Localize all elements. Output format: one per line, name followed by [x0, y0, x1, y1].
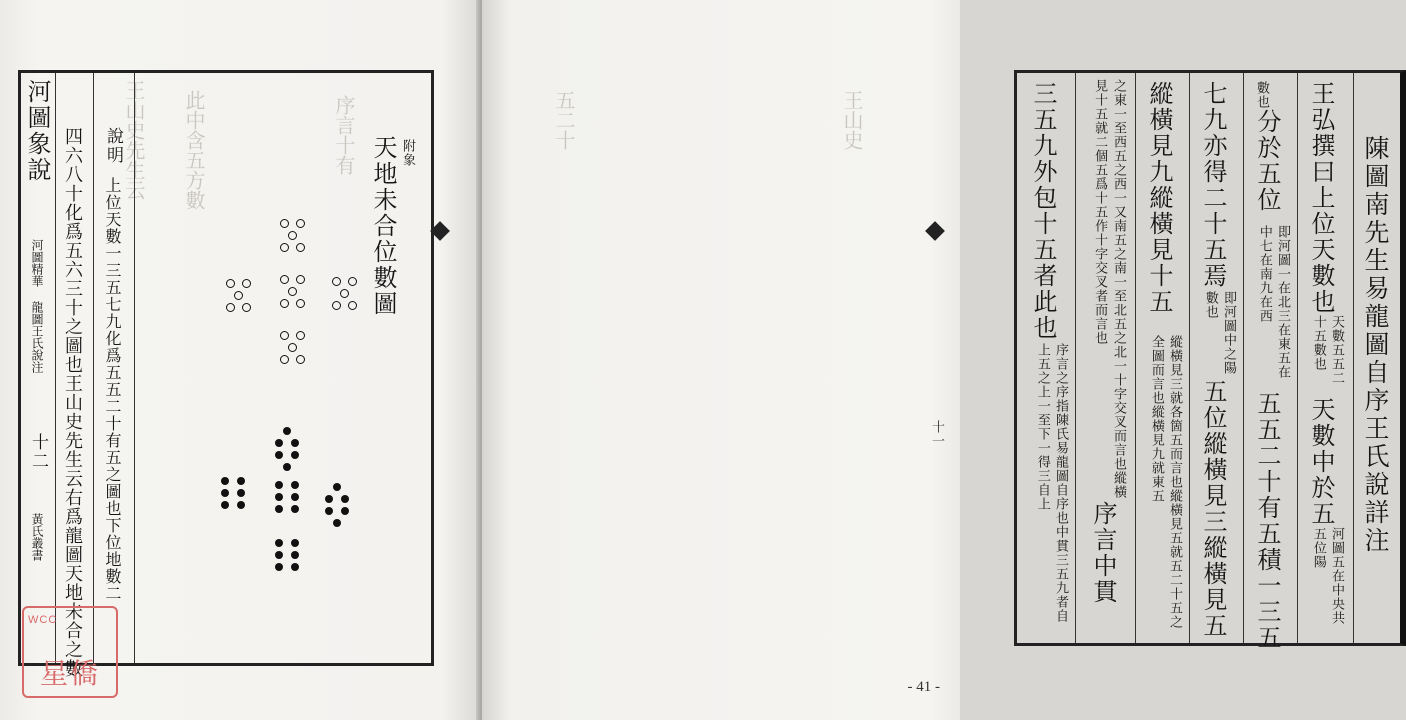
explanation-column-2: 四六八十化爲五六三十之圖也王山史先生云右爲龍圖天地未合之數 [62, 127, 83, 678]
chapter-title: 陳圖南先生易龍圖自序王氏說詳注 [1361, 135, 1390, 555]
text-column-6-note: 序言之序指陳氏易龍圖自序也中貫三五九者自上五之上一至下一得三自上 [1034, 343, 1068, 623]
page-number: - 41 - [907, 679, 940, 695]
watermark-stamp [22, 606, 118, 698]
right-text-frame [1014, 70, 1406, 651]
bleed-through-text: 此中含五方數 [182, 90, 206, 210]
text-column-3-note: 即河圖中之陽數也 [1202, 291, 1236, 375]
text-column-1-note: 天數五五二十五數也 [1310, 315, 1344, 385]
chapter-tab-marker-right [925, 221, 945, 241]
explanation-column-1: 上位天數一三五七九化爲五五二十有五之圖也下位地數二 [103, 177, 122, 602]
text-column-4-main: 縱橫見九縱橫見十五 [1145, 81, 1173, 315]
bleed-through-text: 王山史 [840, 90, 864, 150]
text-column-5-main: 序言中貫 [1089, 501, 1117, 605]
margin-number-right: 十一 [929, 420, 944, 448]
text-column-2-main-2: 五五二十有五積一三五 [1253, 391, 1281, 651]
text-column-1-note-2: 河圖五在中央共五位陽 [1310, 527, 1344, 625]
margin-title: 河圖象說 [23, 79, 51, 183]
explanation-heading: 說明 [103, 127, 123, 165]
diagram-note: 附象 [400, 139, 415, 167]
text-column-2-main: 分於五位 [1253, 109, 1281, 213]
stamp-logo: WCC [28, 614, 58, 626]
bleed-through-text: 王山史先生云 [122, 80, 146, 200]
text-column-4-note: 縱橫見三就各箇五而言也縱橫見五就五二十五之全圖而言也縱橫見九就東五 [1148, 335, 1182, 629]
text-column-3-main: 七九亦得二十五焉 [1199, 81, 1227, 289]
text-column-3-main-2: 五位縱橫見三縱橫見五 [1199, 379, 1227, 639]
margin-subtitle: 河圖精華 龍圖王氏說注 [30, 239, 44, 373]
diagram-title: 天地未合位數圖 [369, 135, 397, 317]
text-column-6-main: 三五九外包十五者此也 [1029, 81, 1057, 341]
left-page [0, 0, 480, 720]
stamp-text: 星僑 [40, 657, 101, 690]
bleed-through-text: 序言十有 [332, 95, 356, 175]
right-page [482, 0, 1390, 720]
margin-footer: 黃氏叢書 [30, 513, 44, 561]
text-column-5-note: 之東一至西五之西一又南五之南一至北五之北一十字交叉而言也縱橫見十五就二個五爲十五作十字交叉者而言也 [1092, 79, 1126, 499]
text-column-2-note: 即河圖一在北三在東五在中七在南九在西 [1256, 225, 1290, 379]
text-column-1-main-2: 天數中於五 [1307, 397, 1335, 527]
text-column-1-main: 王弘撰曰上位天數也 [1307, 81, 1335, 315]
margin-number: 十二 [28, 433, 48, 471]
bleed-through-text: 五二十 [552, 90, 576, 150]
text-column-2-top-note: 數也 [1254, 81, 1269, 109]
